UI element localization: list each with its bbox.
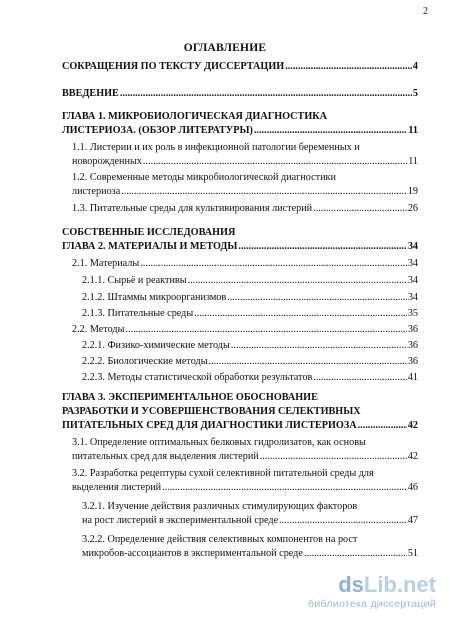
toc-entry xyxy=(72,185,418,198)
toc-entry-text: питательных сред для выделения листерий xyxy=(72,451,259,462)
toc-entry-text: ВВЕДЕНИЕ xyxy=(62,88,119,99)
toc-entry-text: 2.1.3. Питательные среды xyxy=(82,308,194,319)
toc-entry xyxy=(82,339,418,352)
toc-page-number: 34 xyxy=(407,275,418,286)
toc-entry-text: ПИТАТЕЛЬНЫХ СРЕД ДЛЯ ДИАГНОСТИКИ ЛИСТЕРИОЗА xyxy=(62,420,357,431)
toc-entry-line: 3.1. Определение оптимальных белковых гидролизатов, как основы xyxy=(72,437,366,448)
toc-page-number: 11 xyxy=(408,156,418,167)
watermark-logo xyxy=(308,574,436,596)
toc-entry-line: ГЛАВА 3. ЭКСПЕРИМЕНТАЛЬНОЕ ОБОСНОВАНИЕ xyxy=(62,392,318,403)
toc-entry-line: РАЗРАБОТКИ И УСОВЕРШЕНСТВОВАНИЯ СЕЛЕКТИВНЫХ xyxy=(62,406,361,417)
toc-page-number: 34 xyxy=(407,292,418,303)
toc-page-number: 36 xyxy=(407,340,418,351)
toc-entry-text: 2.2.1. Физико-химические методы xyxy=(82,340,230,351)
toc-entry-line: 3.2.2. Определение действия селективных компонентов на рост xyxy=(82,534,358,545)
toc-entry-text: микробов-ассоциантов в экспериментальной среде xyxy=(82,548,303,559)
toc-page-number: 11 xyxy=(408,125,418,136)
toc-entry-text: ЛИСТЕРИОЗА. (ОБЗОР ЛИТЕРАТУРЫ) xyxy=(62,125,253,136)
toc-page-number: 36 xyxy=(407,356,418,367)
watermark xyxy=(308,574,436,610)
toc-entry xyxy=(82,291,418,304)
toc-page-number: 34 xyxy=(407,258,418,269)
toc-entry-text: 2.2.2. Биологические методы xyxy=(82,356,208,367)
toc-entry xyxy=(72,202,418,215)
toc-page-number: 26 xyxy=(407,203,418,214)
toc-entry-line: 1.2. Современные методы микробиологической диагностики xyxy=(72,172,336,183)
toc-entry xyxy=(62,419,418,432)
toc-entry-text: ГЛАВА 2. МАТЕРИАЛЫ И МЕТОДЫ xyxy=(62,241,238,252)
toc-page-number: 41 xyxy=(407,372,418,383)
toc-entry-text: выделения листерий xyxy=(72,482,162,493)
toc-entry xyxy=(72,481,418,494)
toc-entry xyxy=(82,547,418,560)
toc-page-number: 47 xyxy=(407,515,418,526)
toc-entry xyxy=(82,514,418,527)
toc-entry xyxy=(72,257,418,270)
toc-entry-line: СОБСТВЕННЫЕ ИССЛЕДОВАНИЯ xyxy=(62,227,236,238)
toc-entry-text: 2.1.2. Штаммы микроорганизмов xyxy=(82,292,227,303)
watermark-logo-ds: ds xyxy=(338,572,364,597)
toc-entry xyxy=(82,274,418,287)
toc-entry-text: 2.1. Материалы xyxy=(72,258,140,269)
toc-page-number: 34 xyxy=(407,241,418,252)
toc-entry-text: на рост листерий в экспериментальной среде xyxy=(82,515,279,526)
toc-entry-text: 1.3. Питательные среды для культивирования листерий xyxy=(72,203,313,214)
watermark-subtitle: библиотека диссертаций xyxy=(308,598,436,610)
toc-entry xyxy=(62,124,418,137)
toc-entry-text: 2.1.1. Сырьё и реактивы xyxy=(82,275,187,286)
toc-page-number: 46 xyxy=(407,482,418,493)
toc-page-number: 42 xyxy=(407,420,418,431)
toc-entry-line: 3.2. Разработка рецептуры сухой селективной питательной среды для xyxy=(72,468,374,479)
toc-entry xyxy=(82,371,418,384)
toc-page-number: 51 xyxy=(407,548,418,559)
toc-entry-text: листериоза xyxy=(72,186,121,197)
toc-entry-line: 3.2.1. Изучение действия различных стимулирующих факторов xyxy=(82,501,358,512)
toc-page-number: 5 xyxy=(412,88,418,99)
toc-entry xyxy=(72,450,418,463)
toc-entry-text: СОКРАЩЕНИЯ ПО ТЕКСТУ ДИССЕРТАЦИИ xyxy=(62,61,285,72)
toc-entry-line: ГЛАВА 1. МИКРОБИОЛОГИЧЕСКАЯ ДИАГНОСТИКА xyxy=(62,111,327,122)
toc-entry xyxy=(82,355,418,368)
toc-entry-line: 1.1. Листерии и их роль в инфекционной патологии беременных и xyxy=(72,142,360,153)
page-number: 2 xyxy=(423,6,428,17)
toc-page-number: 19 xyxy=(407,186,418,197)
page-title: ОГЛАВЛЕНИЕ xyxy=(183,42,267,54)
toc-entry xyxy=(72,155,418,168)
toc-entry-text: 2.2.3. Методы статистической обработки результатов xyxy=(82,372,313,383)
toc-entry xyxy=(82,307,418,320)
toc-entry xyxy=(62,60,418,73)
watermark-logo-rest: Lib.net xyxy=(363,572,436,597)
toc-entry xyxy=(62,240,418,253)
toc-entry xyxy=(72,323,418,336)
toc-entry xyxy=(62,87,418,100)
toc-page-number: 35 xyxy=(407,308,418,319)
toc-page-number: 4 xyxy=(412,61,418,72)
toc-page-number: 36 xyxy=(407,324,418,335)
toc-entry-text: 2.2. Методы xyxy=(72,324,125,335)
toc-entry-text: новорожденных xyxy=(72,156,142,167)
toc-page-number: 42 xyxy=(407,451,418,462)
